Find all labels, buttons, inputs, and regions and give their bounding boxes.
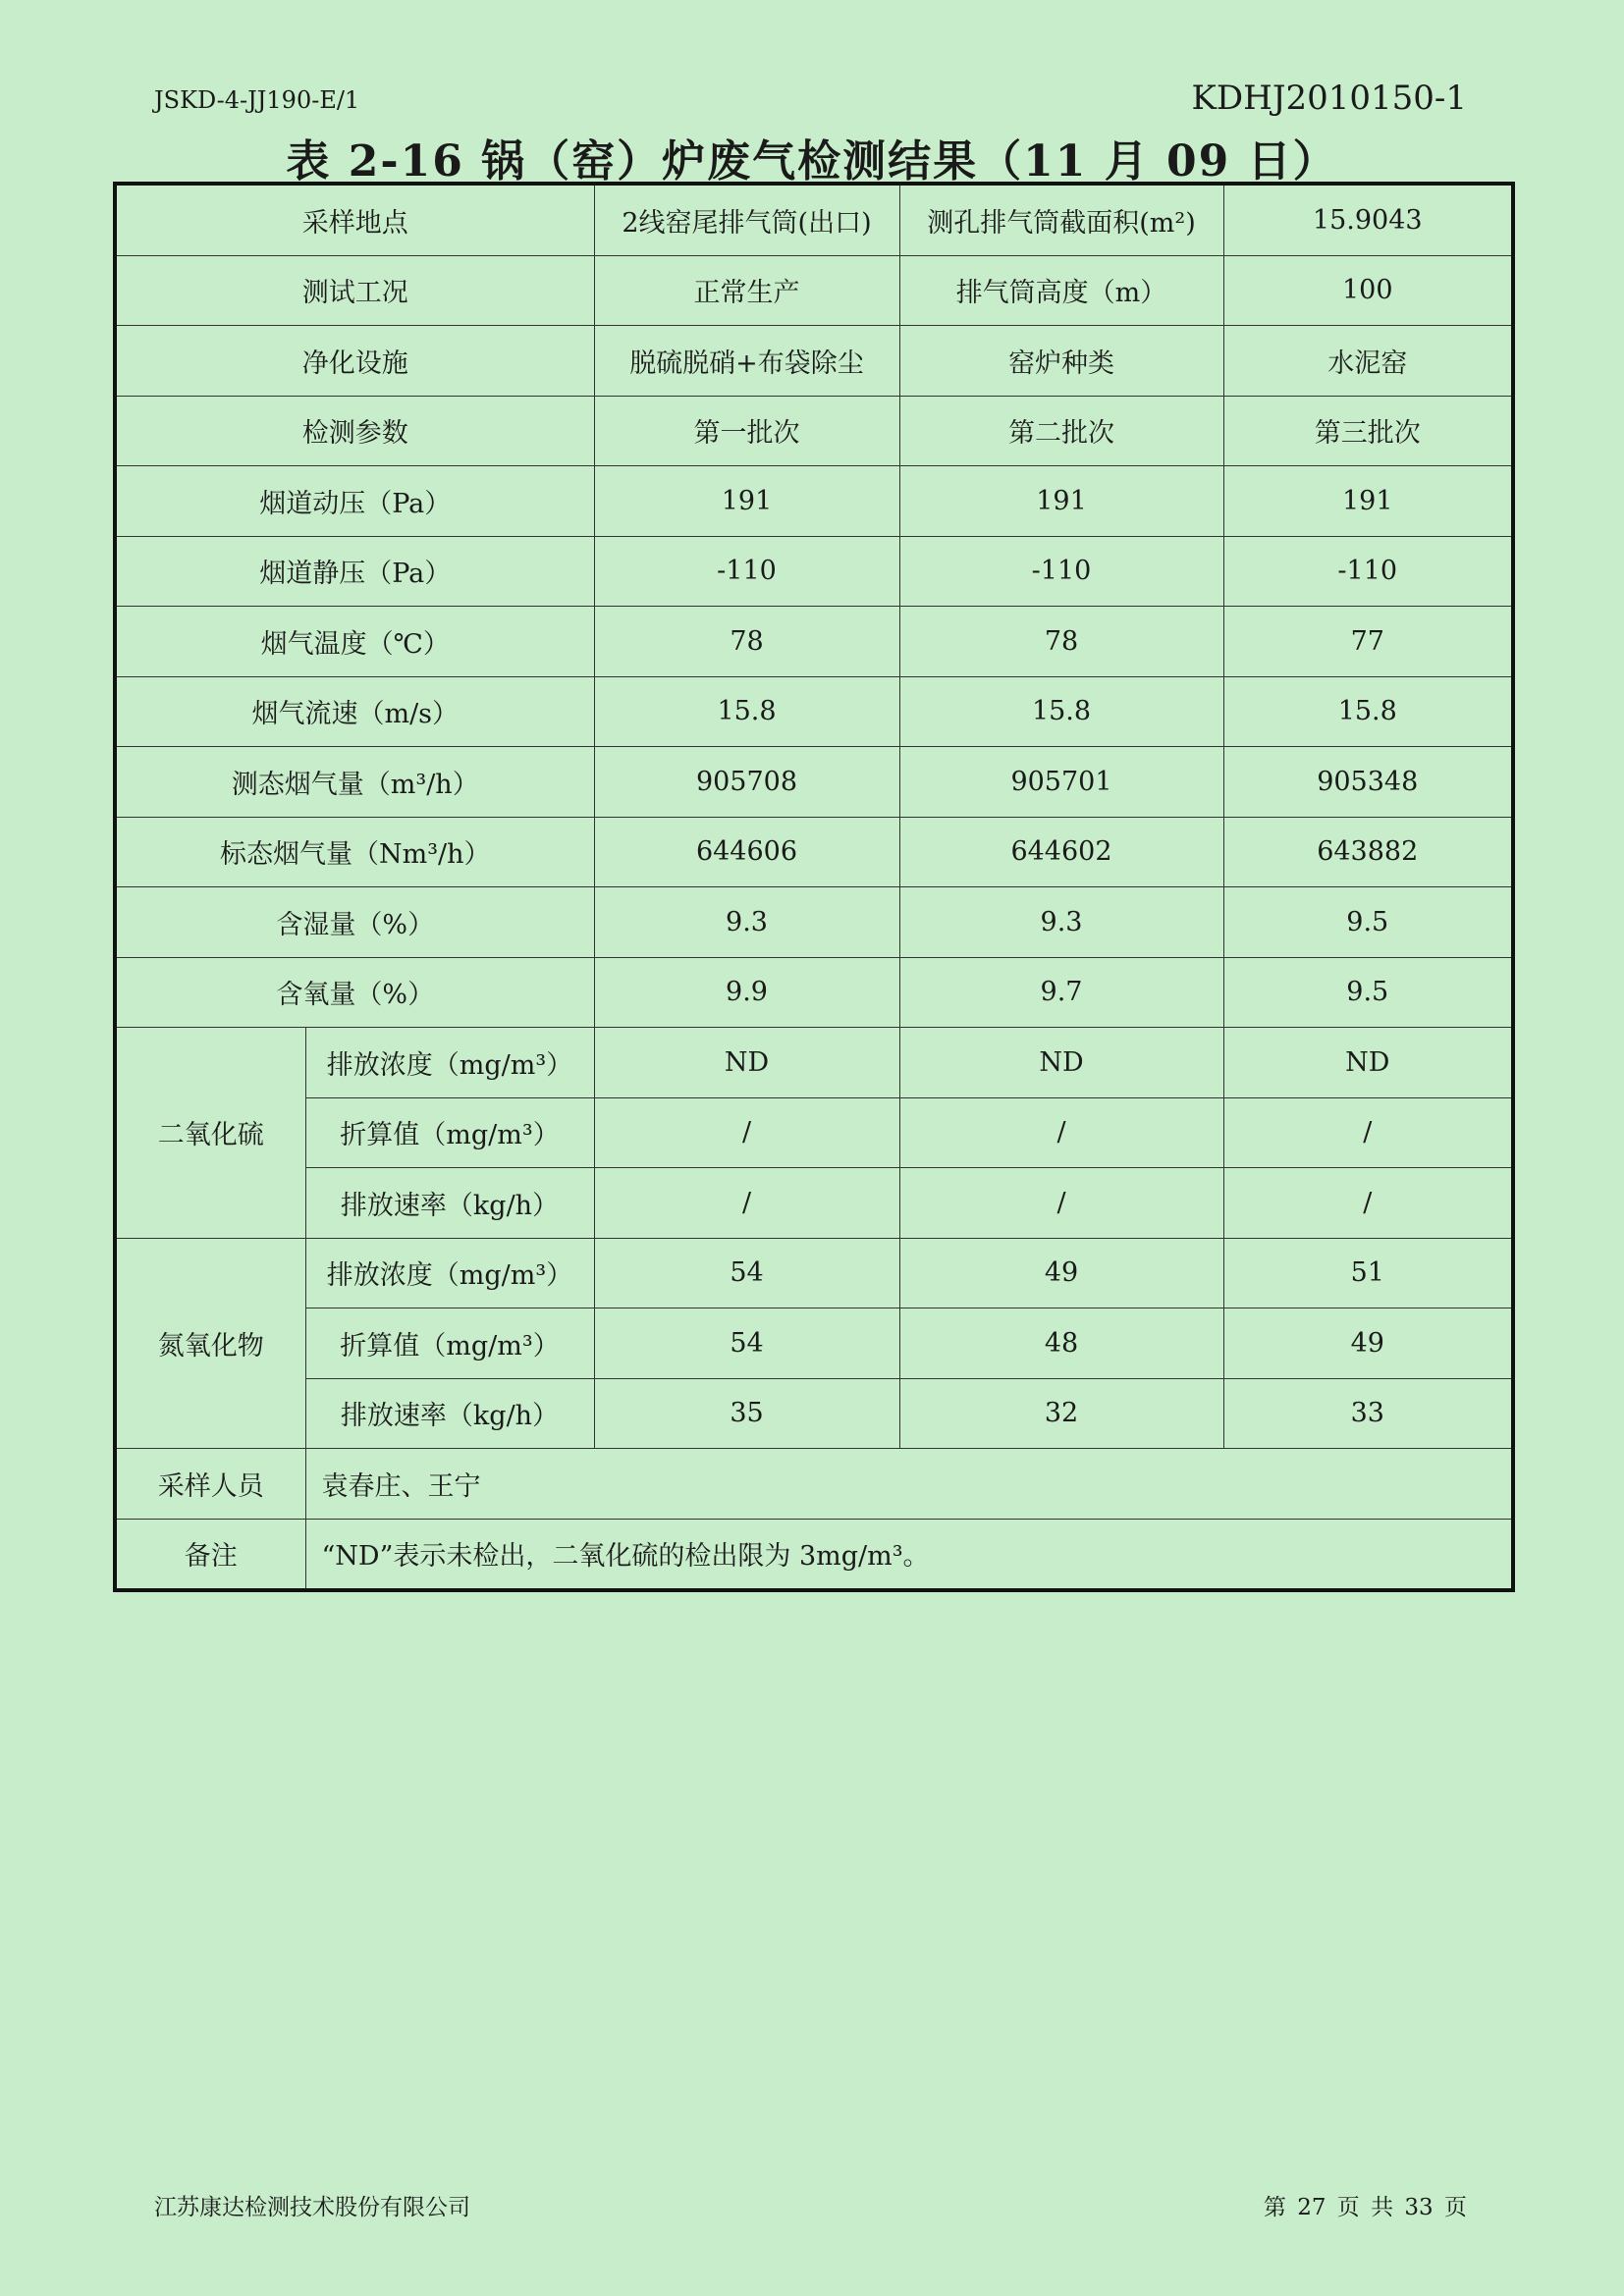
table-title: 表 2-16 锅（窑）炉废气检测结果（11 月 09 日） [286, 136, 1338, 187]
row-label: 折算值（mg/m³） [305, 1097, 594, 1168]
cell-value: 15.8 [899, 676, 1223, 747]
cell-value: 54 [594, 1308, 899, 1379]
row-label: 排气筒高度（m） [899, 255, 1223, 326]
table-row [115, 676, 1513, 747]
cell-value: 905701 [899, 747, 1223, 818]
table-row [115, 1028, 1513, 1098]
column-header: 第三批次 [1223, 396, 1513, 466]
cell-value: 33 [1223, 1378, 1513, 1449]
row-label: 标态烟气量（Nm³/h） [115, 817, 594, 887]
pollutant-name-so2: 二氧化硫 [115, 1028, 305, 1239]
samplers-value: 袁春庄、王宁 [305, 1449, 1513, 1520]
cell-value: 78 [594, 607, 899, 677]
cell-value: 9.7 [899, 957, 1223, 1028]
cell-value: -110 [899, 536, 1223, 607]
row-label: 采样人员 [115, 1449, 305, 1520]
cell-value: ND [1223, 1028, 1513, 1098]
row-label: 净化设施 [115, 326, 594, 397]
cell-value: 191 [1223, 466, 1513, 537]
column-header: 第二批次 [899, 396, 1223, 466]
row-label: 烟气温度（℃） [115, 607, 594, 677]
row-label: 排放浓度（mg/m³） [305, 1238, 594, 1308]
column-header: 第一批次 [594, 396, 899, 466]
results-table [113, 182, 1515, 1592]
cell-value: 32 [899, 1378, 1223, 1449]
row-label: 测试工况 [115, 255, 594, 326]
cell-value: 9.3 [899, 887, 1223, 958]
row-label: 烟道动压（Pa） [115, 466, 594, 537]
row-label: 测态烟气量（m³/h） [115, 747, 594, 818]
cell-value: 脱硫脱硝+布袋除尘 [594, 326, 899, 397]
row-label: 窑炉种类 [899, 326, 1223, 397]
page-number: 第 27 页 共 33 页 [1263, 2195, 1467, 2220]
cell-value: 15.8 [1223, 676, 1513, 747]
report-number: KDHJ2010150-1 [1191, 79, 1467, 118]
company-name: 江苏康达检测技术股份有限公司 [154, 2195, 470, 2220]
table-row [115, 1168, 1513, 1239]
table-row [115, 1238, 1513, 1308]
cell-value: 78 [899, 607, 1223, 677]
cell-value: 54 [594, 1238, 899, 1308]
table-row [115, 817, 1513, 887]
table-row [115, 1378, 1513, 1449]
cell-value: / [899, 1097, 1223, 1168]
cell-value: 9.5 [1223, 957, 1513, 1028]
cell-value: 9.3 [594, 887, 899, 958]
cell-value: 35 [594, 1378, 899, 1449]
pollutant-name-nox: 氮氧化物 [115, 1238, 305, 1449]
cell-value: 9.9 [594, 957, 899, 1028]
table-row [115, 184, 1513, 255]
cell-value: 水泥窑 [1223, 326, 1513, 397]
cell-value: ND [594, 1028, 899, 1098]
cell-value: / [1223, 1168, 1513, 1239]
cell-value: 49 [1223, 1308, 1513, 1379]
row-label: 排放浓度（mg/m³） [305, 1028, 594, 1098]
table-row [115, 1308, 1513, 1379]
cell-value: 191 [594, 466, 899, 537]
cell-value: 15.9043 [1223, 184, 1513, 255]
cell-value: / [594, 1168, 899, 1239]
cell-value: 49 [899, 1238, 1223, 1308]
table-row [115, 887, 1513, 958]
row-label: 烟道静压（Pa） [115, 536, 594, 607]
table-row [115, 607, 1513, 677]
document-code: JSKD-4-JJ190-E/1 [154, 86, 360, 114]
row-label: 采样地点 [115, 184, 594, 255]
cell-value: ND [899, 1028, 1223, 1098]
cell-value: 正常生产 [594, 255, 899, 326]
cell-value: 644606 [594, 817, 899, 887]
cell-value: 905348 [1223, 747, 1513, 818]
cell-value: -110 [1223, 536, 1513, 607]
table-row [115, 536, 1513, 607]
cell-value: 77 [1223, 607, 1513, 677]
column-header: 检测参数 [115, 396, 594, 466]
row-label: 含湿量（%） [115, 887, 594, 958]
cell-value: / [899, 1168, 1223, 1239]
cell-value: 48 [899, 1308, 1223, 1379]
cell-value: 644602 [899, 817, 1223, 887]
table-row [115, 957, 1513, 1028]
cell-value: / [594, 1097, 899, 1168]
row-label: 排放速率（kg/h） [305, 1168, 594, 1239]
row-label: 排放速率（kg/h） [305, 1378, 594, 1449]
row-label: 烟气流速（m/s） [115, 676, 594, 747]
table-row [115, 1097, 1513, 1168]
table-row [115, 1519, 1513, 1590]
cell-value: 643882 [1223, 817, 1513, 887]
table-row [115, 747, 1513, 818]
table-row [115, 1449, 1513, 1520]
table-row [115, 326, 1513, 397]
remark-value: “ND”表示未检出，二氧化硫的检出限为 3mg/m³。 [305, 1519, 1513, 1590]
row-label: 测孔排气筒截面积(m²) [899, 184, 1223, 255]
cell-value: 905708 [594, 747, 899, 818]
row-label: 备注 [115, 1519, 305, 1590]
table-row [115, 255, 1513, 326]
cell-value: -110 [594, 536, 899, 607]
cell-value: 100 [1223, 255, 1513, 326]
cell-value: 15.8 [594, 676, 899, 747]
cell-value: / [1223, 1097, 1513, 1168]
cell-value: 191 [899, 466, 1223, 537]
cell-value: 2线窑尾排气筒(出口) [594, 184, 899, 255]
table-header-row [115, 396, 1513, 466]
row-label: 含氧量（%） [115, 957, 594, 1028]
cell-value: 9.5 [1223, 887, 1513, 958]
cell-value: 51 [1223, 1238, 1513, 1308]
row-label: 折算值（mg/m³） [305, 1308, 594, 1379]
table-row [115, 466, 1513, 537]
